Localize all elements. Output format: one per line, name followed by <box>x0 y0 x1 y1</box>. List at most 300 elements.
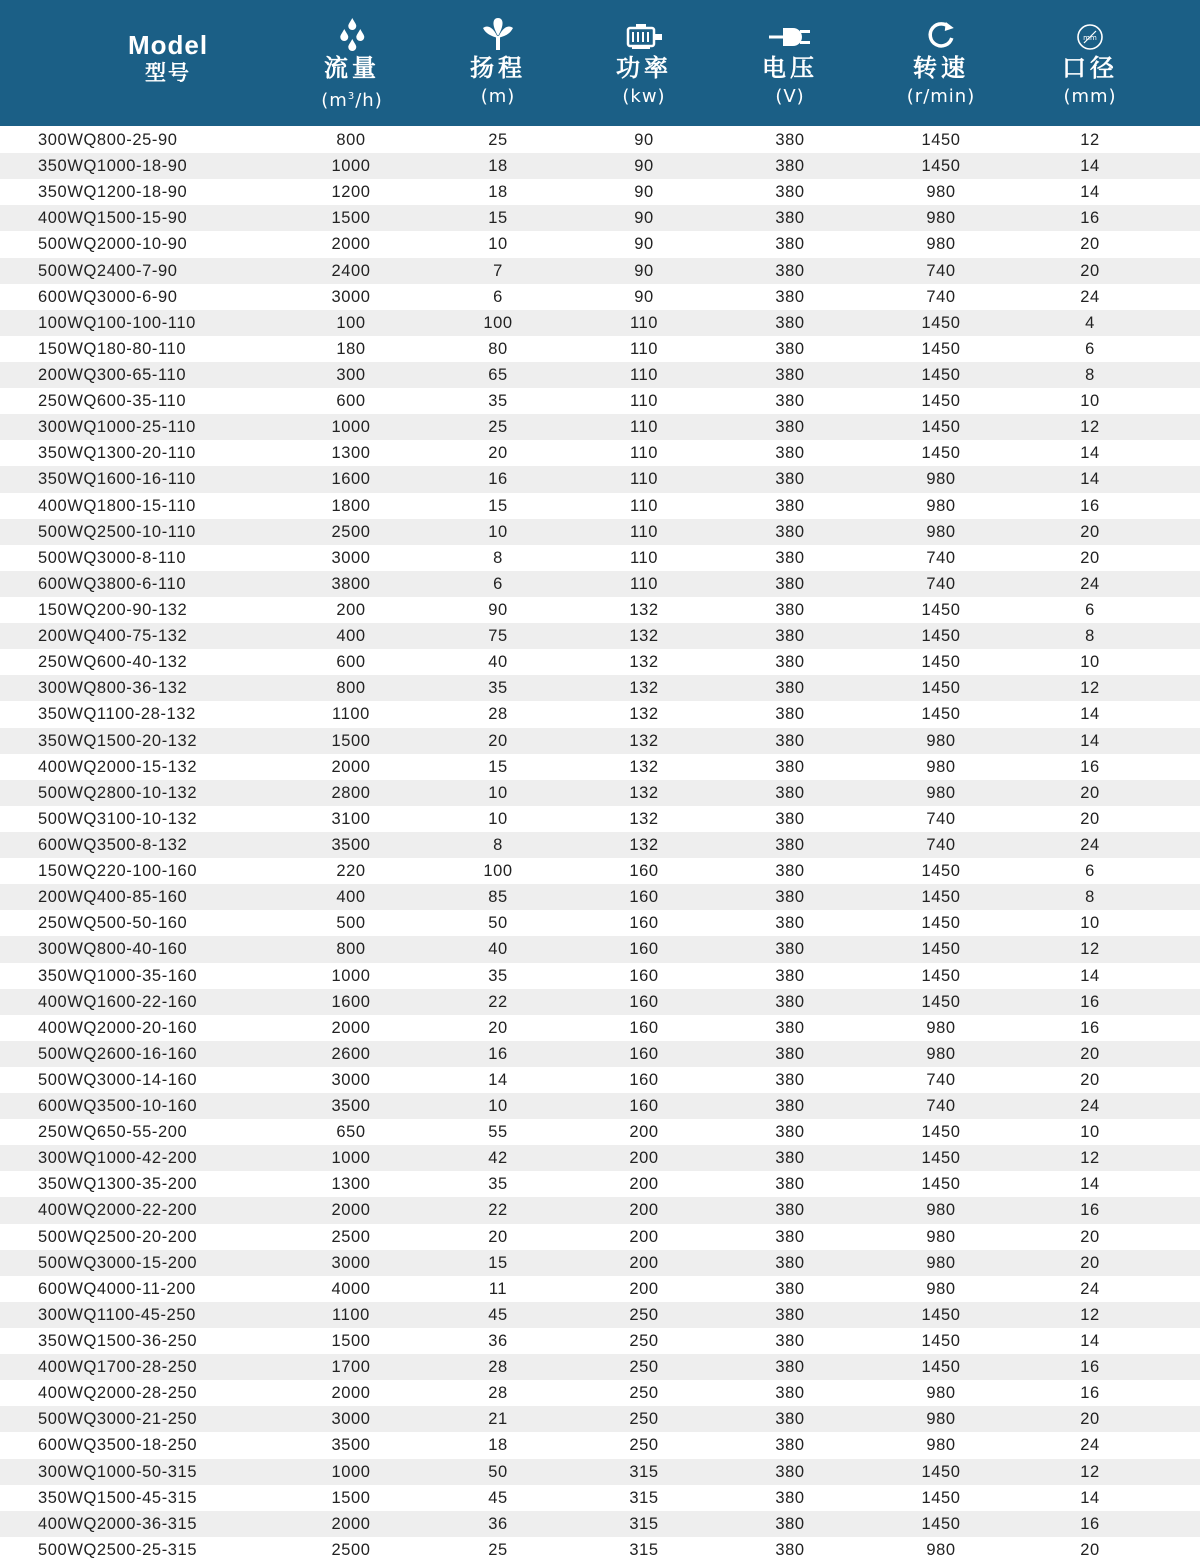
diameter-cell: 14 <box>1080 157 1100 176</box>
head-cell: 18 <box>488 1436 508 1455</box>
voltage-cell: 380 <box>775 1305 805 1324</box>
table-row <box>0 936 1200 962</box>
table-row <box>0 1224 1200 1250</box>
table-row <box>0 519 1200 545</box>
diameter-header-label: 口径 <box>1062 54 1118 82</box>
water-drops-icon <box>337 0 367 52</box>
speed-cell: 1450 <box>921 888 961 907</box>
voltage-cell: 380 <box>775 1070 805 1089</box>
power-cell: 110 <box>629 548 659 567</box>
power-cell: 160 <box>629 1018 659 1037</box>
rotation-icon <box>924 0 958 52</box>
voltage-cell: 380 <box>775 470 805 489</box>
flow-cell: 3500 <box>331 1436 371 1455</box>
speed-cell: 1450 <box>921 679 961 698</box>
speed-cell: 980 <box>926 757 956 776</box>
diameter-cell: 8 <box>1085 627 1095 646</box>
speed-header-label: 转速 <box>912 54 969 82</box>
voltage-cell: 380 <box>775 1279 805 1298</box>
table-row <box>0 258 1200 284</box>
power-cell: 110 <box>629 392 659 411</box>
head-cell: 6 <box>493 574 503 593</box>
power-header <box>616 0 672 126</box>
diameter-cell: 14 <box>1080 1488 1100 1507</box>
head-cell: 10 <box>488 1097 508 1116</box>
speed-cell: 1450 <box>921 862 961 881</box>
flow-cell: 220 <box>336 862 366 881</box>
voltage-cell: 380 <box>775 1097 805 1116</box>
model-cell: 400WQ1500-15-90 <box>38 209 188 228</box>
flow-header <box>321 0 382 126</box>
head-cell: 25 <box>488 131 508 149</box>
voltage-cell: 380 <box>775 1253 805 1272</box>
head-cell: 45 <box>488 1305 508 1324</box>
speed-cell: 1450 <box>921 1123 961 1142</box>
diameter-cell: 16 <box>1080 1514 1100 1533</box>
model-cell: 400WQ2000-36-315 <box>38 1514 198 1533</box>
diameter-cell: 24 <box>1080 287 1100 306</box>
table-row <box>0 832 1200 858</box>
diameter-cell: 4 <box>1085 313 1095 332</box>
flow-cell: 2500 <box>331 1227 371 1246</box>
voltage-cell: 380 <box>775 1332 805 1351</box>
speed-cell: 1450 <box>921 940 961 959</box>
model-cell: 500WQ2800-10-132 <box>38 783 198 802</box>
model-cell: 600WQ4000-11-200 <box>38 1279 196 1298</box>
model-cell: 350WQ1000-35-160 <box>38 966 198 985</box>
power-cell: 110 <box>629 365 659 384</box>
power-cell: 160 <box>629 966 659 985</box>
power-cell: 132 <box>629 705 659 724</box>
speed-cell: 980 <box>926 1384 956 1403</box>
voltage-cell: 380 <box>775 783 805 802</box>
model-cell: 600WQ3500-18-250 <box>38 1436 198 1455</box>
power-cell: 250 <box>629 1436 659 1455</box>
diameter-cell: 6 <box>1085 600 1095 619</box>
table-row <box>0 231 1200 257</box>
power-cell: 160 <box>629 1097 659 1116</box>
speed-cell: 1450 <box>921 1488 961 1507</box>
power-cell: 132 <box>629 627 659 646</box>
diameter-cell: 16 <box>1080 1358 1100 1377</box>
table-row <box>0 1537 1200 1563</box>
table-row <box>0 728 1200 754</box>
head-cell: 22 <box>488 1201 508 1220</box>
model-cell: 600WQ3500-8-132 <box>38 835 188 854</box>
speed-cell: 1450 <box>921 600 961 619</box>
head-cell: 85 <box>488 888 508 907</box>
speed-header <box>907 0 975 126</box>
speed-cell: 980 <box>926 1201 956 1220</box>
table-row <box>0 1459 1200 1485</box>
flow-cell: 400 <box>336 888 366 907</box>
model-cell: 600WQ3500-10-160 <box>38 1097 198 1116</box>
power-cell: 200 <box>629 1149 659 1168</box>
diameter-cell: 10 <box>1080 1123 1100 1142</box>
model-cell: 200WQ300-65-110 <box>38 365 187 384</box>
model-cell: 400WQ2000-28-250 <box>38 1384 198 1403</box>
head-cell: 55 <box>488 1123 508 1142</box>
head-cell: 35 <box>488 392 508 411</box>
diameter-cell: 24 <box>1080 835 1100 854</box>
power-cell: 132 <box>629 809 659 828</box>
head-cell: 10 <box>488 522 508 541</box>
flow-cell: 800 <box>336 131 366 149</box>
diameter-cell: 20 <box>1080 1044 1100 1063</box>
diameter-cell: 20 <box>1080 1253 1100 1272</box>
voltage-cell: 380 <box>775 1227 805 1246</box>
speed-cell: 740 <box>926 809 956 828</box>
speed-cell: 1450 <box>921 992 961 1011</box>
head-cell: 14 <box>488 1070 508 1089</box>
flow-cell: 1500 <box>331 209 371 228</box>
flow-cell: 1500 <box>331 731 371 750</box>
power-cell: 110 <box>629 470 659 489</box>
table-row <box>0 1406 1200 1432</box>
flow-cell: 800 <box>336 679 366 698</box>
table-row <box>0 1380 1200 1406</box>
power-cell: 110 <box>629 418 659 437</box>
table-row <box>0 989 1200 1015</box>
model-cell: 400WQ2000-22-200 <box>38 1201 198 1220</box>
voltage-cell: 380 <box>775 1123 805 1142</box>
flow-header-label: 流量 <box>324 54 380 82</box>
power-cell: 132 <box>629 835 659 854</box>
diameter-cell: 16 <box>1080 1384 1100 1403</box>
flow-header-unit: $(m^3/h)$ <box>321 90 383 111</box>
flow-cell: 1500 <box>331 1488 371 1507</box>
diameter-cell: 14 <box>1080 1332 1100 1351</box>
diameter-cell: 20 <box>1080 1227 1100 1246</box>
diameter-cell: 14 <box>1080 183 1100 202</box>
diameter-cell: 12 <box>1080 679 1100 698</box>
table-row <box>0 466 1200 492</box>
head-cell: 10 <box>488 235 508 254</box>
diameter-cell: 8 <box>1085 365 1095 384</box>
head-cell: 20 <box>488 1227 508 1246</box>
flow-cell: 1300 <box>331 444 371 463</box>
model-cell: 350WQ1500-20-132 <box>38 731 198 750</box>
voltage-cell: 380 <box>775 1149 805 1168</box>
flow-cell: 1600 <box>331 992 371 1011</box>
voltage-cell: 380 <box>775 261 805 280</box>
power-cell: 90 <box>634 209 654 228</box>
diameter-cell: 14 <box>1080 731 1100 750</box>
head-cell: 25 <box>488 1540 508 1559</box>
diameter-cell: 20 <box>1080 783 1100 802</box>
voltage-cell: 380 <box>775 418 805 437</box>
table-row <box>0 1276 1200 1302</box>
voltage-cell: 380 <box>775 1488 805 1507</box>
diameter-cell: 12 <box>1080 940 1100 959</box>
speed-cell: 740 <box>926 1097 956 1116</box>
model-cell: 400WQ2000-20-160 <box>38 1018 198 1037</box>
speed-cell: 1450 <box>921 1462 961 1481</box>
head-cell: 36 <box>488 1514 508 1533</box>
head-cell: 65 <box>488 365 508 384</box>
model-cell: 100WQ100-100-110 <box>38 313 196 332</box>
flow-cell: 1500 <box>331 1332 371 1351</box>
voltage-cell: 380 <box>775 809 805 828</box>
table-row <box>0 1119 1200 1145</box>
model-header-en: Model <box>127 30 209 60</box>
head-cell: 18 <box>488 183 508 202</box>
speed-cell: 1450 <box>921 365 961 384</box>
flow-cell: 2500 <box>331 1540 371 1559</box>
diameter-cell: 20 <box>1080 1070 1100 1089</box>
power-cell: 110 <box>629 313 659 332</box>
speed-cell: 1450 <box>921 1358 961 1377</box>
model-cell: 150WQ180-80-110 <box>38 339 187 358</box>
table-row <box>0 440 1200 466</box>
speed-cell: 980 <box>926 783 956 802</box>
model-cell: 350WQ1300-20-110 <box>38 444 196 463</box>
flow-cell: 2000 <box>331 1514 371 1533</box>
diameter-cell: 10 <box>1080 914 1100 933</box>
table-row <box>0 623 1200 649</box>
head-cell: 36 <box>488 1332 508 1351</box>
model-cell: 200WQ400-85-160 <box>38 888 188 907</box>
table-row <box>0 884 1200 910</box>
voltage-cell: 380 <box>775 992 805 1011</box>
flow-cell: 1100 <box>332 705 370 724</box>
speed-cell: 980 <box>926 1253 956 1272</box>
flow-cell: 3500 <box>331 1097 371 1116</box>
voltage-cell: 380 <box>775 1175 805 1194</box>
model-cell: 600WQ3000-6-90 <box>38 287 178 306</box>
speed-header-unit: (r/min) <box>906 86 976 107</box>
power-cell: 90 <box>634 235 654 254</box>
diameter-cell: 20 <box>1080 548 1100 567</box>
power-cell: 132 <box>629 600 659 619</box>
model-cell: 300WQ800-25-90 <box>38 131 178 149</box>
flow-cell: 2800 <box>331 783 371 802</box>
table-row <box>0 597 1200 623</box>
flow-cell: 300 <box>336 365 366 384</box>
table-row <box>0 1197 1200 1223</box>
power-cell: 160 <box>629 1070 659 1089</box>
model-header <box>128 30 208 86</box>
speed-cell: 980 <box>926 1410 956 1429</box>
power-cell: 200 <box>629 1175 659 1194</box>
flow-cell: 1200 <box>331 183 371 202</box>
diameter-cell: 16 <box>1080 1018 1100 1037</box>
speed-cell: 740 <box>926 574 956 593</box>
head-cell: 40 <box>488 653 508 672</box>
speed-cell: 1450 <box>921 627 961 646</box>
head-cell: 21 <box>488 1410 508 1429</box>
flow-cell: 1000 <box>331 157 371 176</box>
model-cell: 500WQ2500-20-200 <box>38 1227 198 1246</box>
flow-cell: 180 <box>336 339 366 358</box>
head-cell: 80 <box>488 339 508 358</box>
power-cell: 200 <box>629 1201 659 1220</box>
head-cell: 18 <box>488 157 508 176</box>
voltage-header-label: 电压 <box>762 54 818 82</box>
head-cell: 35 <box>488 966 508 985</box>
voltage-header <box>762 0 818 126</box>
voltage-cell: 380 <box>775 862 805 881</box>
model-cell: 500WQ2500-25-315 <box>38 1540 198 1559</box>
model-cell: 350WQ1200-18-90 <box>38 183 188 202</box>
diameter-cell: 24 <box>1080 1097 1100 1116</box>
head-cell: 15 <box>488 757 508 776</box>
diameter-cell: 12 <box>1080 1462 1100 1481</box>
diameter-cell: 10 <box>1080 653 1100 672</box>
voltage-cell: 380 <box>775 627 805 646</box>
power-cell: 315 <box>629 1540 659 1559</box>
flow-cell: 650 <box>336 1123 366 1142</box>
flow-cell: 3000 <box>331 287 371 306</box>
head-cell: 50 <box>488 914 508 933</box>
model-cell: 350WQ1500-36-250 <box>38 1332 198 1351</box>
diameter-cell: 8 <box>1085 888 1095 907</box>
power-cell: 110 <box>629 444 659 463</box>
head-cell: 6 <box>493 287 503 306</box>
head-cell: 100 <box>483 313 513 332</box>
power-cell: 90 <box>634 157 654 176</box>
table-row <box>0 1354 1200 1380</box>
voltage-cell: 380 <box>775 1514 805 1533</box>
flow-cell: 1000 <box>331 1149 371 1168</box>
power-cell: 250 <box>629 1384 659 1403</box>
flow-cell: 1000 <box>331 418 371 437</box>
model-cell: 500WQ3000-21-250 <box>38 1410 198 1429</box>
diameter-cell: 16 <box>1080 992 1100 1011</box>
speed-cell: 980 <box>926 1044 956 1063</box>
head-header-label: 扬程 <box>470 54 526 82</box>
speed-cell: 1450 <box>921 131 961 149</box>
power-cell: 110 <box>629 522 659 541</box>
speed-cell: 1450 <box>921 1514 961 1533</box>
diameter-cell: 12 <box>1080 1149 1100 1168</box>
table-body <box>0 127 1200 1563</box>
diameter-cell: 16 <box>1080 496 1100 515</box>
head-cell: 20 <box>488 1018 508 1037</box>
table-row <box>0 1093 1200 1119</box>
power-cell: 90 <box>634 131 654 149</box>
voltage-cell: 380 <box>775 705 805 724</box>
model-cell: 300WQ1000-25-110 <box>38 418 196 437</box>
diameter-icon-text: mm <box>1083 34 1097 42</box>
table-row <box>0 1250 1200 1276</box>
diameter-cell: 20 <box>1080 1540 1100 1559</box>
flow-cell: 2000 <box>331 757 371 776</box>
diameter-header <box>1062 0 1118 126</box>
model-cell: 400WQ1600-22-160 <box>38 992 198 1011</box>
head-cell: 28 <box>488 705 508 724</box>
table-row <box>0 1302 1200 1328</box>
head-cell: 100 <box>483 862 513 881</box>
power-header-label: 功率 <box>616 54 672 82</box>
power-cell: 250 <box>629 1358 659 1377</box>
table-header <box>0 0 1200 126</box>
head-cell: 20 <box>488 444 508 463</box>
table-row <box>0 205 1200 231</box>
speed-cell: 740 <box>926 835 956 854</box>
model-cell: 400WQ1800-15-110 <box>38 496 196 515</box>
speed-cell: 1450 <box>921 1175 961 1194</box>
table-row <box>0 571 1200 597</box>
voltage-cell: 380 <box>775 522 805 541</box>
model-cell: 600WQ3800-6-110 <box>38 574 187 593</box>
power-header-unit: (kw) <box>622 86 666 107</box>
diameter-cell: 12 <box>1080 1305 1100 1324</box>
flow-cell: 1000 <box>331 1462 371 1481</box>
head-cell: 28 <box>488 1358 508 1377</box>
diameter-cell: 14 <box>1080 470 1100 489</box>
model-cell: 300WQ1000-50-315 <box>38 1462 198 1481</box>
voltage-cell: 380 <box>775 757 805 776</box>
voltage-cell: 380 <box>775 131 805 149</box>
table-row <box>0 1067 1200 1093</box>
table-row <box>0 754 1200 780</box>
speed-cell: 980 <box>926 183 956 202</box>
head-cell: 11 <box>488 1279 508 1298</box>
speed-cell: 1450 <box>921 966 961 985</box>
power-cell: 160 <box>629 914 659 933</box>
speed-cell: 980 <box>926 235 956 254</box>
speed-cell: 740 <box>926 287 956 306</box>
diameter-cell: 20 <box>1080 1410 1100 1429</box>
table-row <box>0 701 1200 727</box>
power-cell: 250 <box>629 1332 659 1351</box>
voltage-cell: 380 <box>775 1201 805 1220</box>
speed-cell: 740 <box>926 1070 956 1089</box>
speed-cell: 1450 <box>921 1332 961 1351</box>
table-row <box>0 336 1200 362</box>
voltage-cell: 380 <box>775 835 805 854</box>
power-cell: 90 <box>634 183 654 202</box>
power-cell: 160 <box>629 940 659 959</box>
power-cell: 160 <box>629 1044 659 1063</box>
flow-cell: 1300 <box>331 1175 371 1194</box>
model-cell: 300WQ1100-45-250 <box>38 1305 196 1324</box>
flow-cell: 100 <box>336 313 366 332</box>
voltage-cell: 380 <box>775 600 805 619</box>
head-cell: 16 <box>488 1044 508 1063</box>
head-cell: 75 <box>488 627 508 646</box>
flow-cell: 2500 <box>331 522 371 541</box>
model-cell: 500WQ2500-10-110 <box>38 522 196 541</box>
speed-cell: 980 <box>926 470 956 489</box>
power-cell: 110 <box>629 339 659 358</box>
voltage-cell: 380 <box>775 914 805 933</box>
table-row <box>0 493 1200 519</box>
power-cell: 315 <box>629 1488 659 1507</box>
head-header-unit: (m) <box>480 86 516 107</box>
model-cell: 300WQ800-36-132 <box>38 679 188 698</box>
voltage-cell: 380 <box>775 1358 805 1377</box>
table-row <box>0 284 1200 310</box>
flow-cell: 2000 <box>331 1201 371 1220</box>
voltage-cell: 380 <box>775 1384 805 1403</box>
power-cell: 315 <box>629 1514 659 1533</box>
voltage-cell: 380 <box>775 1018 805 1037</box>
voltage-cell: 380 <box>775 496 805 515</box>
diameter-cell: 14 <box>1080 705 1100 724</box>
speed-cell: 1450 <box>921 1305 961 1324</box>
head-cell: 40 <box>488 940 508 959</box>
head-cell: 42 <box>488 1149 508 1168</box>
voltage-cell: 380 <box>775 1044 805 1063</box>
power-cell: 200 <box>629 1123 659 1142</box>
flow-cell: 3500 <box>331 835 371 854</box>
speed-cell: 980 <box>926 1018 956 1037</box>
flow-cell: 600 <box>336 653 366 672</box>
voltage-cell: 380 <box>775 653 805 672</box>
model-cell: 250WQ500-50-160 <box>38 914 188 933</box>
